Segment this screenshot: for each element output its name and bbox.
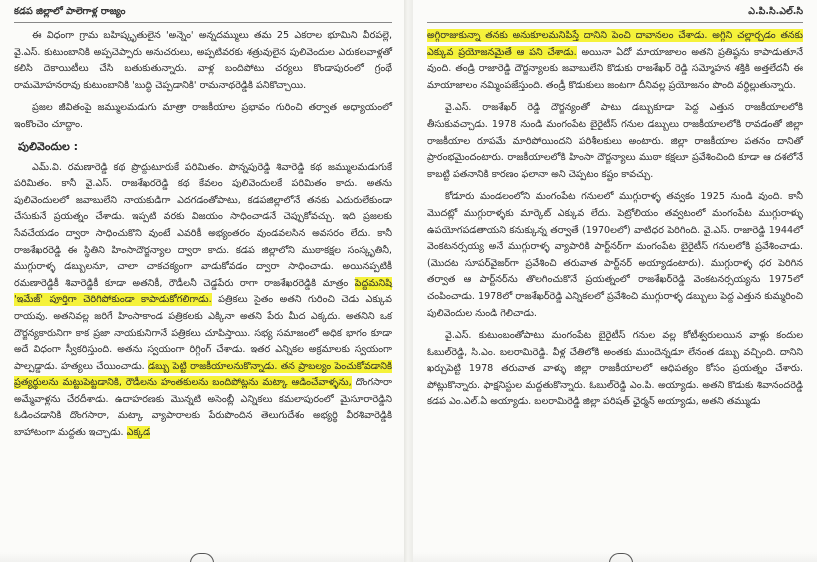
book-gutter [404,0,413,562]
page-shadow [413,552,817,562]
running-head-left: కడప జిల్లాలో పాలెగాళ్ల రాజ్యం [14,6,392,23]
highlight-3[interactable]: ఎక్కడ [126,427,151,439]
paragraph: వై.ఎస్. రాజశేఖర్ రెడ్డి దౌర్జన్యంతో పాటు డబ్బుకూడా పెద్ద ఎత్తున రాజకీయాలలోకి తీసుకువచ్చాడు. 1978 నుండి మంగంపేట బైరైటీస్ గనుల డబ్బులు రాజకీయాలలోకి రావడంతో జిల్లా రాజకీయాల రూపమే మారిపోయిందని పరిశీలకులు అంటారు. జిల్లా రాజకీయాల పతనం దానితో ప్రారంభమైందంటారు. రాజకీయాలలోకి హింసా దౌర్జన్యాలు ముఠా కక్షలూ ప్రవేశించింది కూడా ఆ దశలోనే కాబట్టి పతనానికి కారణం ఫలానా అని చెప్పటం కష్టం కావచ్చు. [427,102,803,180]
paragraph: ప్రజల జీవితంపై జమ్ములమడుగు మాత్రా రాజకీయాల ప్రభావం గురించి తర్వాత అధ్యాయంలో ఇంకొంచెం చూద్దాం. [14,102,392,130]
body-text: పత్రికలు సైతం అతని గురించి చెడు ఎక్కువ రాయవు. అతనివల్ల జరిగే హింసాకాండ పత్రికలకు ఎక్కినా అతని పేరు మీద ఎక్కదు. అతనిని ఒక దౌర్జన్యకారునిగా కాక ప్రజా నాయకునిగానే పత్రికలు చూపిస్తాయి. సభ్య సమాజంలో అధిక భాగం కూడా అదే విధంగా స్వీకరిస్తుంది. అతను స్వయంగా రిగ్గింగ్ చేశాడు. ఇతర ఎన్నికల అక్రమాలకు స్వయంగా పాల్పడ్డాడు. హత్యలు చేయించాడు. [14,294,392,372]
body-text: దొంగసారా అమ్మేవాళ్లను చేరదీశాడు. ఉదాహరణకు మొన్నటి అసెంబ్లీ ఎన్నికలు కమలాపురంలో మైసూరారెడ్డిని ఓడించడానికి దొంగసారా, మట్కా వ్యాపారాలకు పేరుపొందిన తెలుగుదేశం అభ్యర్థి వీరశివారెడ్డికి బాహాటంగా మద్దతు ఇచ్చాడు. [14,377,392,439]
continued-paragraph [427,28,803,94]
running-head-right: ఎ.పి.సి.ఎల్.సి [427,6,803,23]
highlighted-paragraph [14,160,392,442]
paragraph: కోడూరు మండలంలోని మంగంపేట గనులలో ముగ్గురాళ్ళ తవ్వకం 1925 నుండి వుంది. కానీ మొదట్లో ముగ్గురాళ్ళకు మార్కెట్ ఎక్కువ లేదు. పెట్రోలియం తవ్వటంలో మంగంపేట ముగ్గురాళ్ళు ఉపయోగపడతాయని కనుక్కున్న తర్వాతే (1970లలో) వాటిధర పెరిగింది. వై.ఎస్. రాజారెడ్డి 1944లో వెంకటనర్సయ్య అనే ముగ్గురాళ్ళ వ్యాపారికి పార్ట్‌నర్‌గా మంగంపేట బైరైటీస్ గనులలోకి ప్రవేశించాడు. (మొదట సూపర్‌వైజర్‌గా ప్రవేశించి తరువాత పార్ట్‌నర్ అయ్యాడంటారు). ముగ్గురాళ్ళ ధర పెరిగిన తర్వాత ఆ పార్ట్‌నర్‌ను తొలగించుకొనే ప్రయత్నంలో రాజశేఖర్‌రెడ్డి వెంకటనర్సయ్యను 1975లో చంపించాడు. 1978లో రాజశేఖర్‌రెడ్డి ఎన్నికలలో ప్రవేశించి ముగ్గురాళ్ళ డబ్బులు పెద్ద ఎత్తున కుమ్మరించి పులివెందుల నుండి గెలిచాడు. [427,191,803,319]
page-shadow [0,552,404,562]
highlight-2[interactable]: డబ్బు పెట్టి రాజకీయాలనుకొన్నాడు. తన ప్రాబల్యం పెంచుకోవడానికి ప్రత్యర్థులను మట్టుపెట్టడానికి, రౌడీలను హంతకులను బందిపోట్లను మట్కా ఆడించేవాళ్ళను, [14,360,393,389]
body-text: ఎమ్.వి. రమణారెడ్డి కథ ప్రొద్దుటూరుకే పరిమితం. పొన్నపురెడ్డి శివారెడ్డి కథ జమ్ములమడుగుకే పరిమితం. కానీ వై.ఎస్. రాజశేఖరరెడ్డి కథ కేవలం పులివెందులకే పరిమితం కాదు. అతను పులివెందులలో జవాబులేని నాయకుడిగా ఎదగడంతోపాటు, కడపజిల్లాలోనే తనకు ఎదురులేకుండా చేసుకునే ప్రయత్నం చేశాడు. ఇప్పటి వరకు విజయం సాధించాడనే చెప్పుకోవచ్చు. ఇది ప్రజలకు సేవచేయడం ద్వారా సాధించుకొని వుంటే ఎవరికీ అభ్యంతరం వుండవలసిన అవసరం లేదు. కానీ రాజశేఖరరెడ్డి ఈ స్థితిని హింసాదౌర్జన్యాల ద్వారా కాదు. కడప జిల్లాలోని ముఠాకక్షల సంస్కృతినీ, ముగ్గురాళ్ళ డబ్బులనూ, చాలా చాకచక్యంగా వాడుకోవడం ద్వారా సాధించాడు. అయినప్పటికీ రమణారెడ్డికీ శివారెడ్డికీ కూడా అతనికీ, రౌడీలనీ చెడ్డపేరు రాగా రాజశేఖరరెడ్డికి మాత్రం [14,161,392,289]
section-heading: పులివెందుల : [18,139,79,153]
left-page [0,0,404,562]
highlight-top[interactable]: అగ్గిరాజుకున్నా తనకు అనుకూలమనిపిస్తే దానిని పెంచి దావానలం చేశాడు. అగ్గిని చల్లార్చడం తనకు ఎక్కువ ప్రయోజనమైతే ఆ పని చేశాడు. [427,30,803,58]
right-page [413,0,817,562]
paragraph: ఈ విధంగా గ్రామ బహిష్కృతులైన 'అన్నెం' అన్నదమ్ములు తమ 25 ఎకరాల భూమిని వీరపల్లె, వై.ఎస్. కుటుంబానికి అప్పచెప్పారు అనుచరులు, అప్పటివరకు శత్రువులైన పులివెందుల ఎరుకలవాళ్లతో కలిసి దెకాయిటీలు చేసి బతుకుతున్నారు. వాళ్ల బందిపోటు చర్యలు కొండాపురంలో గ్రంథే రామమోహనరావు కుటుంబానికి 'బుద్ధి చెప్పడానికి' రామనాథరెడ్డికి పనికొచ్చాయి. [14,30,392,91]
paragraph: వై.ఎస్. కుటుంబంతోపాటు మంగంపేట బైరైటీస్ గనుల వల్ల కోటీశ్వరులయిన వాళ్లు కందుల ఓబుల్‌రెడ్డి, సి.ఎం. బలరామిరెడ్డి. వీళ్ల చేతిలోకి అంతకు ముందెన్నడూ లేనంత డబ్బు వచ్చింది. దానిని ఖర్చుపెట్టి 1978 తరువాత వాళ్ళు జిల్లా రాజకీయాలలో ఆధిపత్యం కోసం ప్రయత్నం చేశారు. పోట్లుకొన్నారు. ఫాక్షనిస్టుల మద్దతుకొన్నారు. ఓబుల్‌రెడ్డి ఎం.పి. అయ్యాడు. అతని కొడుకు శివానందరెడ్డి కడప ఎం.ఎల్.ఏ అయ్యాడు. బలరామిరెడ్డి జిల్లా పరిషత్ ఛైర్మన్ అయ్యాడు, అతని తమ్ముడు [427,330,803,408]
body-text: అయినా ఏదో మాయాజాలం అతని ప్రతిష్ఠను కాపాడుతూనే వుంది. తండ్రి రాజారెడ్డి దౌర్జన్యాలకు జవాబులేని కొడుకు రాజశేఖర్ రెడ్డి సమ్మోహన శక్తికి అత్తలేదనీ ఈ మాయాజాలం నమ్మింపజేస్తుంది. తండ్రీ కొడుకులు జంటగా దీనివల్ల ప్రయోజనం పొంది వర్ధిల్లుతున్నారు. [427,46,803,91]
highlight-1[interactable]: పెద్దమనిషి 'ఇమేజ్' పూర్తిగా చెరిగిపోకుండా కాపాడుకోగలిగాడు. [14,277,392,306]
